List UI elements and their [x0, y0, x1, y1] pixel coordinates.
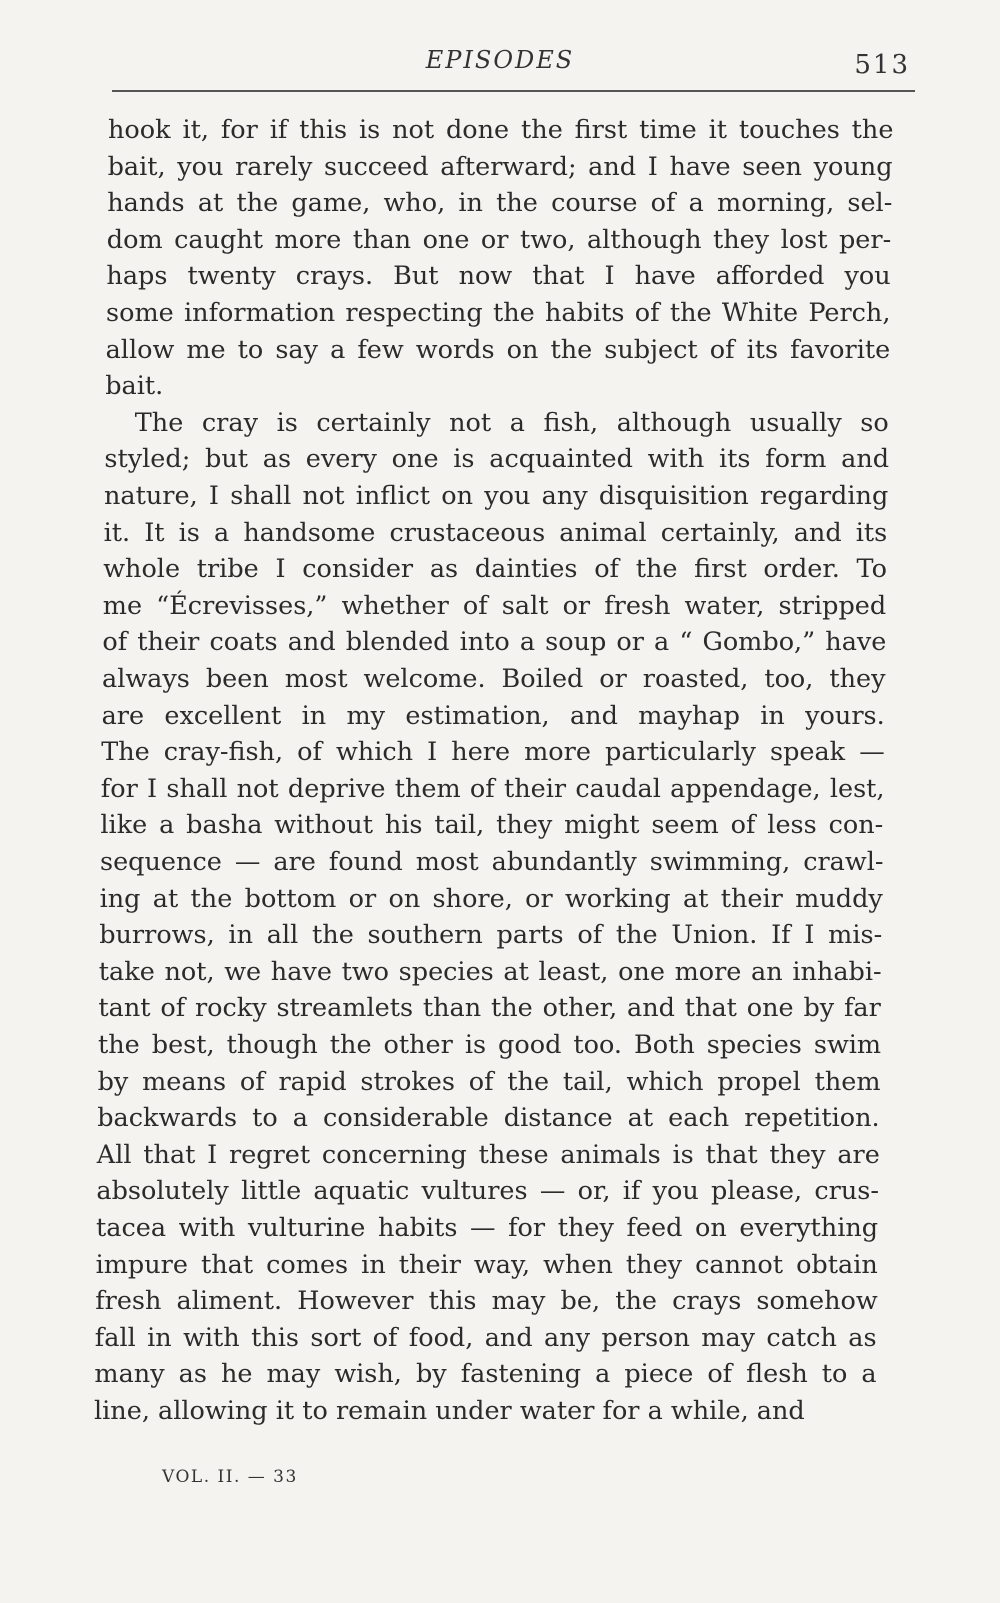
text-line: line, allowing it to remain under water for a while, and [94, 1396, 805, 1426]
text-line: the best, though the other is good too. Both species swim [98, 1030, 882, 1060]
text-line: haps twenty crays. But now that I have afforded you [106, 261, 891, 292]
text-line: of their coats and blended into a soup or a “ Gombo,” have [102, 627, 887, 658]
text-line: hook it, for if this is not done the first time it touches the [108, 115, 894, 145]
text-line: allow me to say a few words on the subject of its favorite [105, 334, 891, 365]
text-line: many as he may wish, by fastening a piece of flesh to a [94, 1359, 877, 1390]
text-line: backwards to a considerable distance at each repetition. [97, 1103, 880, 1134]
text-line: impure that comes in their way, when they cannot obtain [95, 1249, 878, 1280]
running-title: EPISODES [425, 46, 575, 74]
page-number: 513 [854, 50, 910, 80]
text-line: burrows, in all the southern parts of the Union. If I mis- [99, 920, 883, 951]
text-line: absolutely little aquatic vultures — or, if you please, crus- [96, 1176, 879, 1207]
text-line: bait. [105, 371, 164, 402]
text-line: whole tribe I consider as dainties of the first order. To [103, 554, 887, 585]
text-line: All that I regret concerning these animals is that they are [96, 1139, 880, 1170]
text-line: The cray is certainly not a fish, although usually so [134, 407, 889, 438]
text-line: styled; but as every one is acquainted with its form and [104, 444, 890, 475]
text-line: ing at the bottom or on shore, or working at their muddy [99, 883, 883, 914]
text-line: fall in with this sort of food, and any person may catch as [94, 1322, 877, 1353]
text-line: dom caught more than one or two, although they lost per- [106, 224, 892, 255]
text-line: it. It is a handsome crustaceous animal certainly, and its [103, 517, 888, 548]
text-line: sequence — are found most abundantly swimming, crawl- [100, 847, 884, 877]
text-line: by means of rapid strokes of the tail, which propel them [97, 1066, 881, 1097]
text-line: some information respecting the habits of the White Perch, [106, 298, 891, 328]
text-line: take not, we have two species at least, one more an inhabi- [98, 956, 882, 987]
text-line: me “Écrevisses,” whether of salt or fresh water, stripped [102, 590, 887, 621]
signature-mark: VOL. II. — 33 [162, 1467, 298, 1487]
text-line: always been most welcome. Boiled or roasted, too, they [102, 664, 886, 694]
text-line: nature, I shall not inflict on you any disquisition regarding [104, 481, 889, 511]
text-line: The cray-fish, of which I here more particularly speak — [101, 737, 885, 768]
text-line: are excellent in my estimation, and mayhap in yours. [101, 700, 885, 731]
header-rule [112, 90, 915, 92]
text-line: bait, you rarely succeed afterward; and I have seen young [107, 151, 893, 182]
text-line: fresh aliment. However this may be, the crays somehow [95, 1286, 878, 1317]
running-head [0, 44, 1000, 84]
text-line: hands at the game, who, in the course of a morning, sel- [107, 188, 893, 219]
text-line: for I shall not deprive them of their caudal appendage, lest, [100, 773, 885, 804]
text-line: tant of rocky streamlets than the other, and that one by far [98, 993, 881, 1024]
text-line: tacea with vulturine habits — for they feed on everything [96, 1213, 879, 1243]
text-line: like a basha without his tail, they might seem of less con- [100, 810, 884, 841]
